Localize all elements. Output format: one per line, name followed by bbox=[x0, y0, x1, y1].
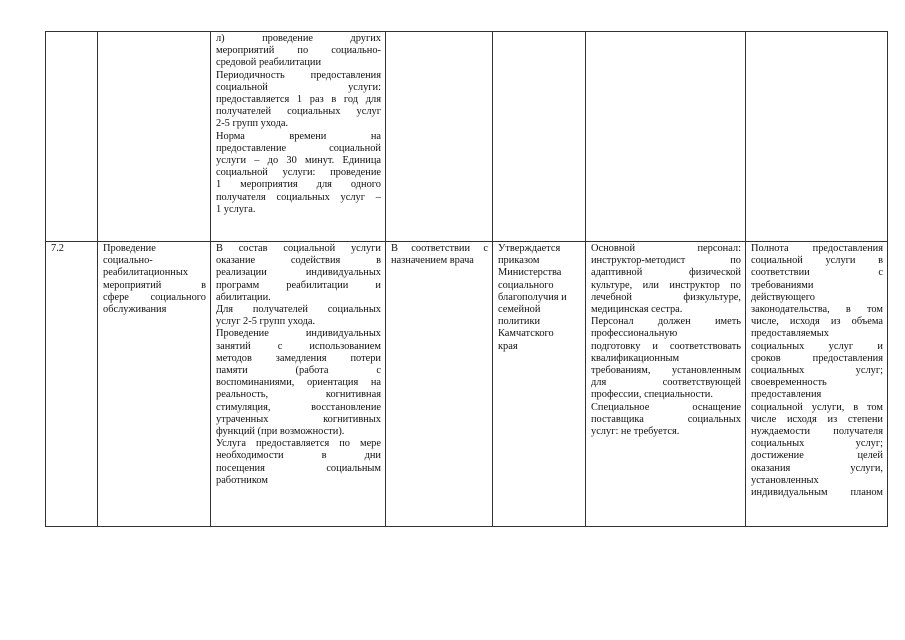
text-line: обслуживания bbox=[103, 304, 167, 316]
text-line: числе исходя из степени bbox=[751, 413, 883, 425]
service-approval-cell bbox=[493, 32, 586, 242]
text-line: Основной персонал: bbox=[591, 243, 741, 254]
text-line: Персонал должен иметь bbox=[591, 316, 741, 328]
text-line: сроков предоставления bbox=[751, 352, 883, 364]
text-line: Услуга предоставляется по мере bbox=[216, 438, 381, 450]
text-line: В соответствии с bbox=[391, 243, 488, 254]
text-line: для соответствующей bbox=[591, 377, 741, 389]
text-line: услуги – до 30 минут. Единица bbox=[216, 155, 381, 167]
text-line: 2-5 групп ухода. bbox=[216, 118, 289, 130]
text-line: Утверждается bbox=[498, 243, 561, 254]
text-line: числе, исходя из объема bbox=[751, 316, 883, 328]
text-line: сфере социального bbox=[103, 291, 206, 303]
text-line: программ реабилитации и bbox=[216, 279, 381, 291]
text-line: достижение целей bbox=[751, 450, 883, 462]
service-name-cell bbox=[98, 32, 211, 242]
text-line: нуждаемости получателя bbox=[751, 426, 883, 438]
text-line: реализации индивидуальных bbox=[216, 267, 381, 279]
text-line: благополучия и bbox=[498, 291, 567, 303]
text-line: предоставления bbox=[751, 389, 822, 401]
text-line: семейной bbox=[498, 304, 541, 316]
text-line: социальных услуг и bbox=[751, 340, 883, 352]
text-line: медицинская сестра. bbox=[591, 304, 683, 316]
text-line: реабилитационных bbox=[103, 267, 189, 279]
text-line: В состав социальной услуги bbox=[216, 243, 381, 254]
text-line: занятий с использованием bbox=[216, 340, 381, 352]
text-line: Проведение индивидуальных bbox=[216, 328, 381, 340]
text-line: назначением врача bbox=[391, 255, 474, 267]
service-terms-cell bbox=[386, 32, 493, 242]
text-line: края bbox=[498, 340, 518, 352]
service-number-cell bbox=[46, 32, 98, 242]
table-row bbox=[46, 242, 888, 527]
text-line: Специальное оснащение bbox=[591, 401, 741, 413]
text-line: социальных услуг; bbox=[751, 438, 883, 450]
text-line: установленных bbox=[751, 474, 819, 486]
service-number-cell: 7.2 bbox=[46, 242, 98, 527]
text-line: Норма времени на bbox=[216, 130, 381, 142]
text-line: социальной услуги: bbox=[216, 81, 381, 93]
text-line: абилитации. bbox=[216, 291, 271, 303]
text-line: поставщика социальных bbox=[591, 413, 741, 425]
text-line: мероприятий в bbox=[103, 279, 206, 291]
service-quality-cell bbox=[746, 32, 888, 242]
service-content-cell bbox=[211, 32, 386, 242]
text-line: профессиональную bbox=[591, 328, 678, 340]
text-line: индивидуальным планом bbox=[751, 487, 883, 499]
text-line: социально- bbox=[103, 255, 153, 267]
text-line: требованиями bbox=[751, 279, 814, 291]
text-line: реальность, когнитивная bbox=[216, 389, 381, 401]
text-line: квалификационным bbox=[591, 352, 680, 364]
text-line: предоставляемых bbox=[751, 328, 829, 340]
text-line: действующего bbox=[751, 291, 815, 303]
text-line: Министерства bbox=[498, 267, 562, 279]
text-line: приказом bbox=[498, 255, 540, 267]
text-line: оказания услуги, bbox=[751, 462, 883, 474]
text-line: предоставление социальной bbox=[216, 142, 381, 154]
service-quality-cell bbox=[746, 242, 888, 527]
text-line: памяти (работа с bbox=[216, 365, 381, 377]
service-staff-cell bbox=[586, 32, 746, 242]
text-line: функций (при возможности). bbox=[216, 426, 345, 438]
text-line: политики bbox=[498, 316, 541, 328]
service-approval-cell bbox=[493, 242, 586, 527]
text-line: услуг: не требуется. bbox=[591, 426, 680, 438]
text-line: получателя социальных услуг – bbox=[216, 191, 381, 203]
text-line: соответствии с bbox=[751, 267, 883, 279]
text-line: работником bbox=[216, 474, 268, 486]
text-line: своевременность bbox=[751, 377, 827, 389]
text-line: посещения социальным bbox=[216, 462, 381, 474]
text-line: средовой реабилитации bbox=[216, 57, 322, 69]
text-line: социального bbox=[498, 279, 554, 291]
services-table bbox=[45, 31, 888, 527]
text-line: социальной услуги в bbox=[751, 255, 883, 267]
text-line: необходимости в дни bbox=[216, 450, 381, 462]
text-line: получателей социальных услуг bbox=[216, 106, 381, 118]
text-line: лечебной физкультуре, bbox=[591, 291, 741, 303]
text-line: воспоминаниями, ориентация на bbox=[216, 377, 381, 389]
text-line: Проведение bbox=[103, 243, 156, 254]
service-terms-cell bbox=[386, 242, 493, 527]
service-content-cell bbox=[211, 242, 386, 527]
text-line: мероприятий по социально- bbox=[216, 45, 381, 57]
text-line: культуре, или инструктор по bbox=[591, 279, 741, 291]
text-line: методов замедления потери bbox=[216, 352, 381, 364]
text-line: профессии, специальности. bbox=[591, 389, 713, 401]
text-line: 1 услуга. bbox=[216, 203, 256, 215]
text-line: инструктор-методист по bbox=[591, 255, 741, 267]
text-line: Полнота предоставления bbox=[751, 243, 883, 254]
service-staff-cell bbox=[586, 242, 746, 527]
text-line: л) проведение других bbox=[216, 33, 381, 44]
service-name-cell bbox=[98, 242, 211, 527]
text-line: услуг 2-5 групп ухода. bbox=[216, 316, 316, 328]
text-line: 1 мероприятия для одного bbox=[216, 179, 381, 191]
text-line: Для получателей социальных bbox=[216, 304, 381, 316]
text-line: Периодичность предоставления bbox=[216, 69, 381, 81]
text-line: оказание содействия в bbox=[216, 255, 381, 267]
text-line: предоставляется 1 раз в год для bbox=[216, 94, 381, 106]
text-line: Камчатского bbox=[498, 328, 554, 340]
text-line: адаптивной физической bbox=[591, 267, 741, 279]
text-line: утраченных когнитивных bbox=[216, 413, 381, 425]
text-line: подготовку и соответствовать bbox=[591, 340, 741, 352]
text-line: законодательства, в том bbox=[751, 304, 883, 316]
text-line: стимуляция, восстановление bbox=[216, 401, 381, 413]
text-line: социальных услуг; bbox=[751, 365, 883, 377]
text-line: социальной услуги: проведение bbox=[216, 167, 381, 179]
text-line: социальной услуги, в том bbox=[751, 401, 883, 413]
text-line: требованиям, установленным bbox=[591, 365, 741, 377]
table-row bbox=[46, 32, 888, 242]
